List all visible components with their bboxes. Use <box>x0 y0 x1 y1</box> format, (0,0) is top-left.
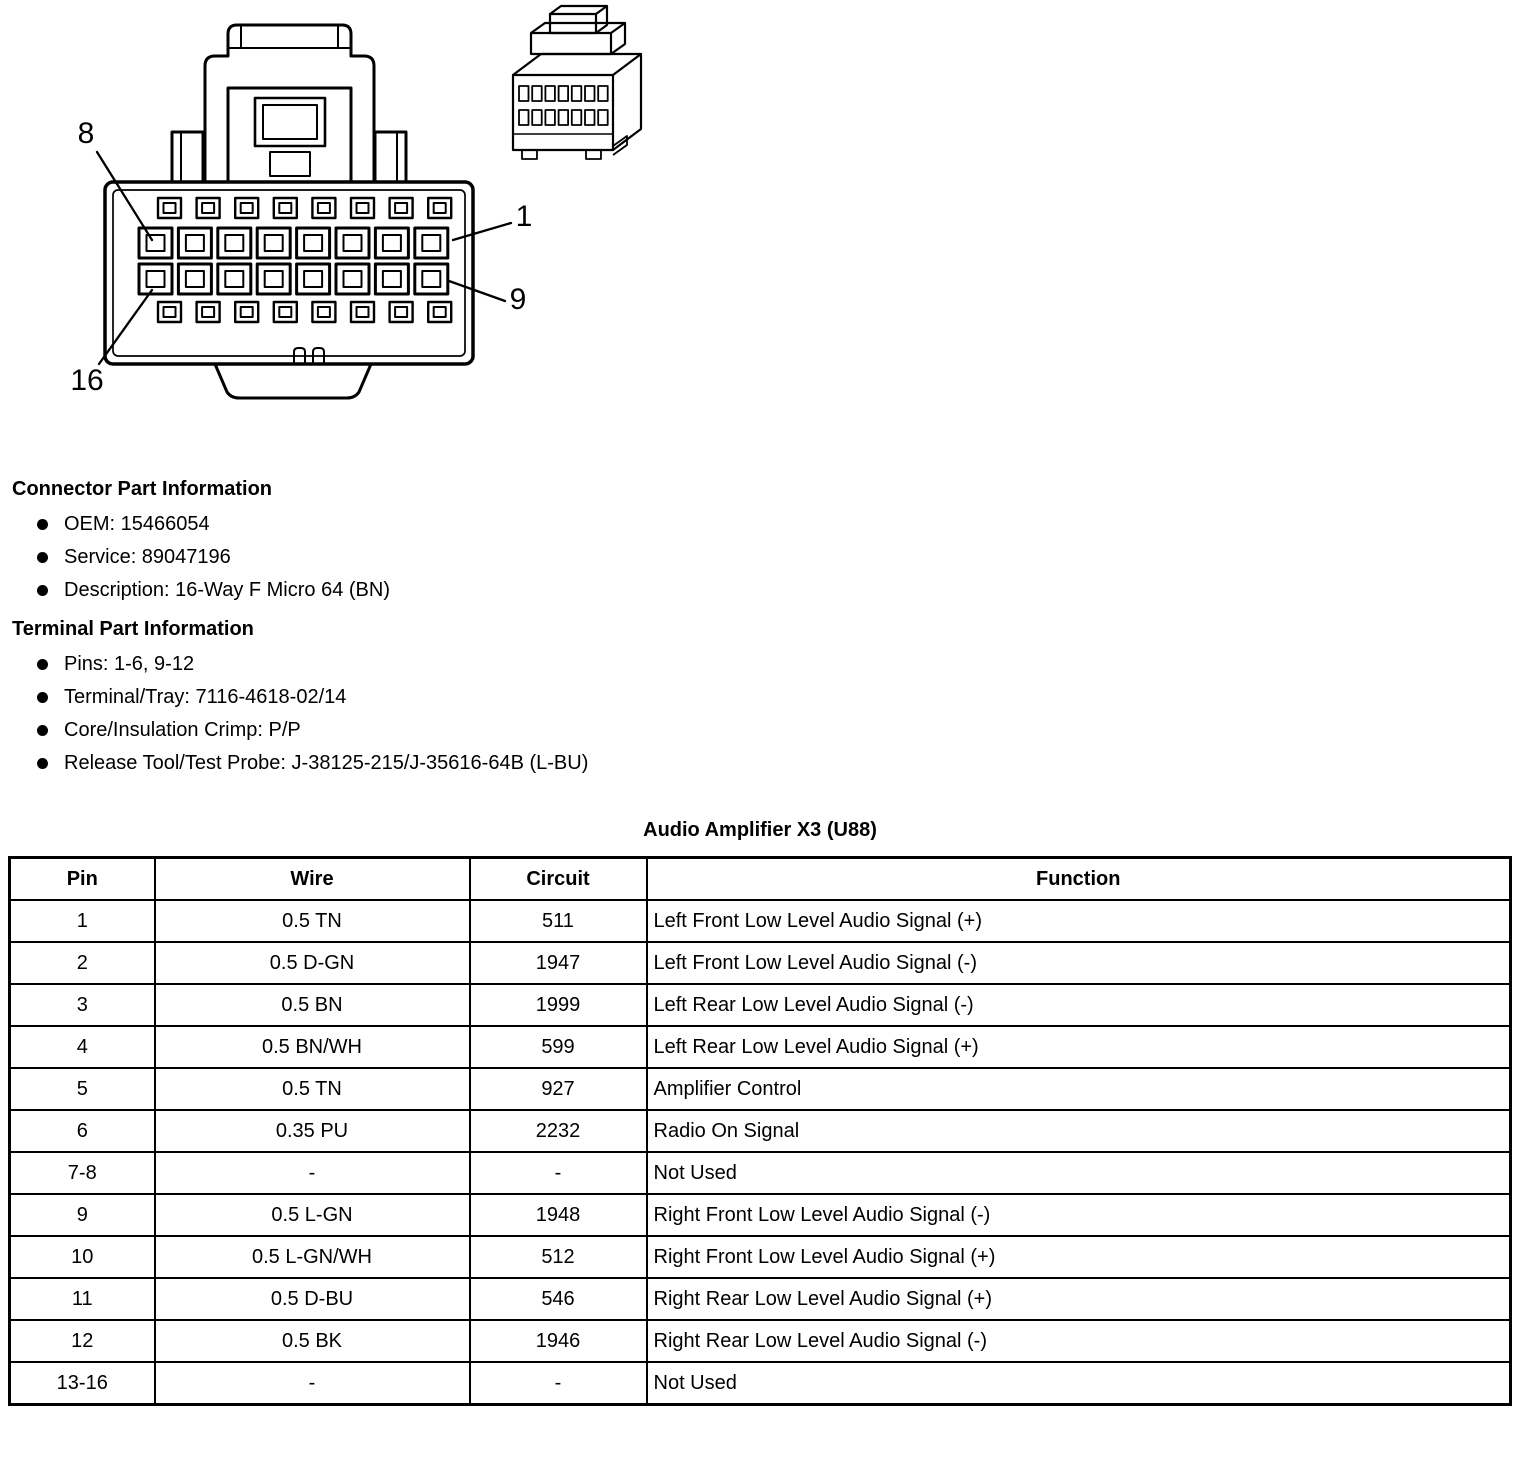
cell-function: Left Front Low Level Audio Signal (+) <box>647 900 1511 942</box>
pin-label-9: 9 <box>509 283 527 316</box>
terminal-part-info-list <box>35 653 1520 775</box>
connector-part-info-heading: Connector Part Information <box>12 478 273 500</box>
cell-pin: 3 <box>10 984 155 1026</box>
terminal-part-info-heading: Terminal Part Information <box>12 618 254 640</box>
pin-label-8: 8 <box>77 117 95 150</box>
pin-table-row <box>10 1320 1511 1362</box>
pin-label-16: 16 <box>70 364 104 397</box>
cell-circuit: 546 <box>470 1278 647 1320</box>
section-connector-part-info <box>0 478 1520 602</box>
cell-wire: 0.5 TN <box>155 1068 470 1110</box>
cell-pin: 2 <box>10 942 155 984</box>
connector-isometric-drawing <box>513 6 641 159</box>
cell-wire: 0.5 L-GN/WH <box>155 1236 470 1278</box>
connector-diagram-area <box>0 0 1520 462</box>
bullet-item: OEM: 15466054 <box>35 513 1520 536</box>
cell-circuit: 2232 <box>470 1110 647 1152</box>
pin-cavity-field <box>139 198 451 322</box>
column-header-wire: Wire <box>155 858 470 901</box>
cell-circuit: 1946 <box>470 1320 647 1362</box>
cell-wire: 0.5 D-BU <box>155 1278 470 1320</box>
cell-function: Right Rear Low Level Audio Signal (+) <box>647 1278 1511 1320</box>
cell-wire: 0.35 PU <box>155 1110 470 1152</box>
cell-circuit: 599 <box>470 1026 647 1068</box>
cell-pin: 10 <box>10 1236 155 1278</box>
pin-table-row <box>10 1362 1511 1405</box>
connector-diagram-svg <box>0 0 760 462</box>
bullet-item: Pins: 1-6, 9-12 <box>35 653 1520 676</box>
cell-circuit: - <box>470 1152 647 1194</box>
cell-function: Left Rear Low Level Audio Signal (+) <box>647 1026 1511 1068</box>
cell-wire: 0.5 BN/WH <box>155 1026 470 1068</box>
cell-circuit: - <box>470 1362 647 1405</box>
cell-function: Left Rear Low Level Audio Signal (-) <box>647 984 1511 1026</box>
pin-table-row <box>10 1278 1511 1320</box>
cell-wire: - <box>155 1152 470 1194</box>
pin-table-row <box>10 942 1511 984</box>
cell-pin: 4 <box>10 1026 155 1068</box>
cell-circuit: 512 <box>470 1236 647 1278</box>
cell-wire: 0.5 TN <box>155 900 470 942</box>
bullet-item: Description: 16-Way F Micro 64 (BN) <box>35 579 1520 602</box>
cell-function: Not Used <box>647 1152 1511 1194</box>
pin-table-row <box>10 1194 1511 1236</box>
cell-wire: 0.5 BK <box>155 1320 470 1362</box>
cell-pin: 6 <box>10 1110 155 1152</box>
cell-pin: 5 <box>10 1068 155 1110</box>
cell-pin: 7-8 <box>10 1152 155 1194</box>
cell-function: Right Front Low Level Audio Signal (-) <box>647 1194 1511 1236</box>
cell-pin: 12 <box>10 1320 155 1362</box>
table-header-row <box>10 858 1511 901</box>
cell-circuit: 927 <box>470 1068 647 1110</box>
cell-function: Radio On Signal <box>647 1110 1511 1152</box>
column-header-pin: Pin <box>10 858 155 901</box>
cell-function: Not Used <box>647 1362 1511 1405</box>
cell-wire: 0.5 BN <box>155 984 470 1026</box>
pin-table-row <box>10 1110 1511 1152</box>
cell-function: Right Front Low Level Audio Signal (+) <box>647 1236 1511 1278</box>
bullet-item: Release Tool/Test Probe: J-38125-215/J-35616-64B (L-BU) <box>35 752 1520 775</box>
table-body <box>10 900 1511 1405</box>
pin-table-row <box>10 1068 1511 1110</box>
iso-pin-grid <box>519 86 608 125</box>
cell-pin: 1 <box>10 900 155 942</box>
pin-table-row <box>10 900 1511 942</box>
cell-circuit: 1999 <box>470 984 647 1026</box>
cell-function: Left Front Low Level Audio Signal (-) <box>647 942 1511 984</box>
cell-pin: 13-16 <box>10 1362 155 1405</box>
pin-table-row <box>10 1152 1511 1194</box>
pinout-table <box>8 856 1512 1406</box>
cell-wire: 0.5 L-GN <box>155 1194 470 1236</box>
bullet-item: Core/Insulation Crimp: P/P <box>35 719 1520 742</box>
section-terminal-part-info <box>0 618 1520 775</box>
pinout-table-title: Audio Amplifier X3 (U88) <box>643 819 877 841</box>
cell-wire: - <box>155 1362 470 1405</box>
connector-part-info-list <box>35 513 1520 602</box>
cell-pin: 11 <box>10 1278 155 1320</box>
cell-function: Amplifier Control <box>647 1068 1511 1110</box>
cell-function: Right Rear Low Level Audio Signal (-) <box>647 1320 1511 1362</box>
connector-front-view-drawing <box>97 25 511 398</box>
cell-circuit: 1947 <box>470 942 647 984</box>
bullet-item: Terminal/Tray: 7116-4618-02/14 <box>35 686 1520 709</box>
pin-table-row <box>10 1236 1511 1278</box>
column-header-circuit: Circuit <box>470 858 647 901</box>
bullet-item: Service: 89047196 <box>35 546 1520 569</box>
column-header-function: Function <box>647 858 1511 901</box>
cell-wire: 0.5 D-GN <box>155 942 470 984</box>
cell-circuit: 1948 <box>470 1194 647 1236</box>
pin-label-1: 1 <box>515 200 533 233</box>
pin-table-row <box>10 1026 1511 1068</box>
cell-pin: 9 <box>10 1194 155 1236</box>
cell-circuit: 511 <box>470 900 647 942</box>
pin-table-row <box>10 984 1511 1026</box>
